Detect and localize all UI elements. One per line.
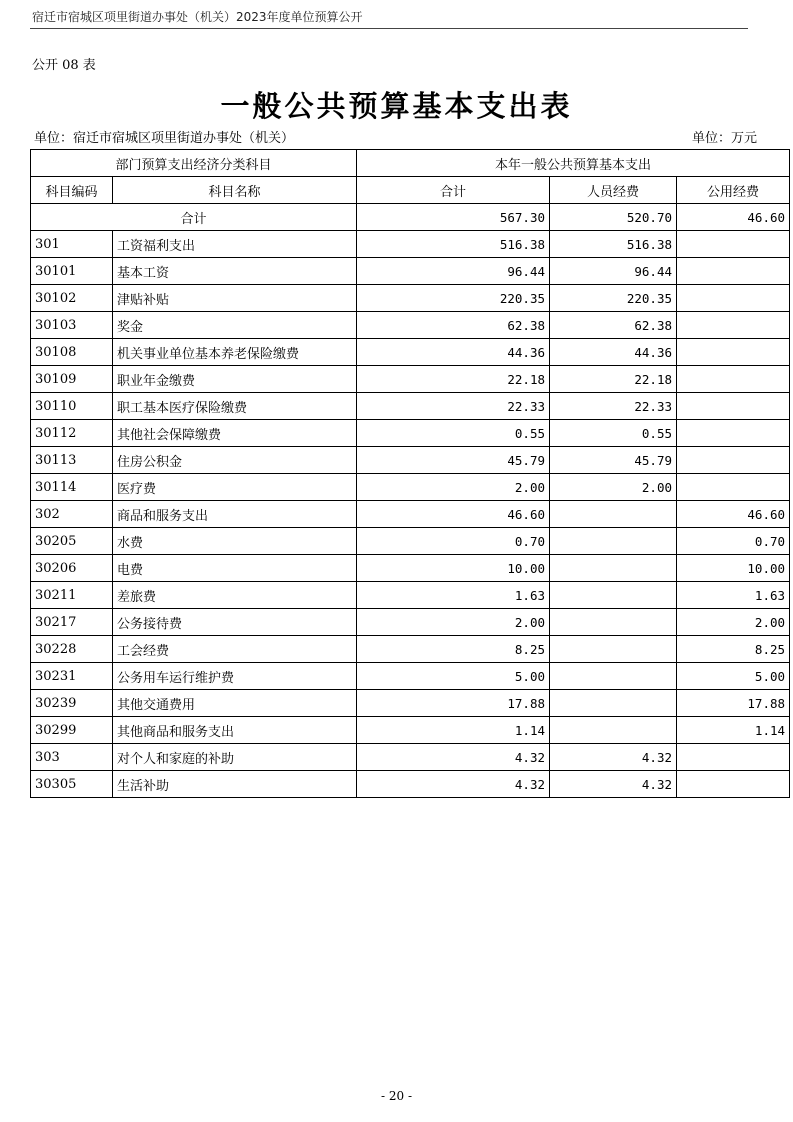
row-personnel: 44.36: [550, 339, 677, 366]
row-code: 30113: [31, 447, 113, 474]
row-name: 其他商品和服务支出: [113, 717, 357, 744]
row-code: 302: [31, 501, 113, 528]
row-code: 30112: [31, 420, 113, 447]
table-row: [31, 744, 790, 771]
row-personnel: 62.38: [550, 312, 677, 339]
table-row: [31, 231, 790, 258]
row-code: 30109: [31, 366, 113, 393]
table-row: [31, 528, 790, 555]
row-name: 职工基本医疗保险缴费: [113, 393, 357, 420]
row-code: 30205: [31, 528, 113, 555]
row-name: 生活补助: [113, 771, 357, 798]
row-public: 46.60: [677, 501, 790, 528]
row-public: 1.14: [677, 717, 790, 744]
total-column-header: 合计: [357, 177, 550, 204]
row-name: 其他交通费用: [113, 690, 357, 717]
personnel-column-header: 人员经费: [550, 177, 677, 204]
row-public: [677, 339, 790, 366]
row-personnel: 96.44: [550, 258, 677, 285]
row-name: 医疗费: [113, 474, 357, 501]
row-name: 对个人和家庭的补助: [113, 744, 357, 771]
row-code: 30299: [31, 717, 113, 744]
row-code: 30228: [31, 636, 113, 663]
row-personnel: [550, 528, 677, 555]
row-personnel: 0.55: [550, 420, 677, 447]
row-total: 62.38: [357, 312, 550, 339]
table-row: [31, 690, 790, 717]
row-name: 电费: [113, 555, 357, 582]
row-name: 公务用车运行维护费: [113, 663, 357, 690]
row-public: 2.00: [677, 609, 790, 636]
row-total: 1.63: [357, 582, 550, 609]
row-public: 10.00: [677, 555, 790, 582]
row-code: 30102: [31, 285, 113, 312]
total-public: 46.60: [677, 204, 790, 231]
row-personnel: 45.79: [550, 447, 677, 474]
table-row: [31, 474, 790, 501]
row-public: 5.00: [677, 663, 790, 690]
row-personnel: 4.32: [550, 744, 677, 771]
row-code: 30217: [31, 609, 113, 636]
row-total: 0.70: [357, 528, 550, 555]
row-code: 30108: [31, 339, 113, 366]
table-row: [31, 609, 790, 636]
row-personnel: 220.35: [550, 285, 677, 312]
row-name: 公务接待费: [113, 609, 357, 636]
table-row: [31, 366, 790, 393]
classification-group-header: 部门预算支出经济分类科目: [31, 150, 357, 177]
row-total: 2.00: [357, 474, 550, 501]
row-code: 303: [31, 744, 113, 771]
table-row: [31, 258, 790, 285]
table-row: [31, 393, 790, 420]
table-row: [31, 717, 790, 744]
row-total: 17.88: [357, 690, 550, 717]
table-row: [31, 447, 790, 474]
reporting-unit: 单位：宿迁市宿城区项里街道办事处（机关）: [34, 131, 295, 146]
row-personnel: [550, 609, 677, 636]
header-rule: [30, 28, 748, 29]
row-personnel: [550, 501, 677, 528]
table-row: [31, 339, 790, 366]
table-row: [31, 285, 790, 312]
group-header-row: [31, 150, 790, 177]
row-code: 301: [31, 231, 113, 258]
row-code: 30211: [31, 582, 113, 609]
row-public: 8.25: [677, 636, 790, 663]
row-name: 其他社会保障缴费: [113, 420, 357, 447]
currency-unit: 单位：万元: [691, 131, 757, 146]
document-title: 一般公共预算基本支出表: [220, 89, 573, 123]
row-public: 1.63: [677, 582, 790, 609]
row-total: 22.33: [357, 393, 550, 420]
current-year-group-header: 本年一般公共预算基本支出: [357, 150, 790, 177]
row-personnel: [550, 717, 677, 744]
row-total: 4.32: [357, 771, 550, 798]
row-public: [677, 744, 790, 771]
row-total: 22.18: [357, 366, 550, 393]
row-name: 商品和服务支出: [113, 501, 357, 528]
row-personnel: 22.33: [550, 393, 677, 420]
total-amount: 567.30: [357, 204, 550, 231]
row-total: 4.32: [357, 744, 550, 771]
row-name: 工会经费: [113, 636, 357, 663]
table-row: [31, 582, 790, 609]
row-personnel: 22.18: [550, 366, 677, 393]
row-public: [677, 285, 790, 312]
row-name: 职业年金缴费: [113, 366, 357, 393]
row-public: [677, 312, 790, 339]
row-total: 96.44: [357, 258, 550, 285]
row-personnel: [550, 582, 677, 609]
table-row: [31, 771, 790, 798]
row-name: 住房公积金: [113, 447, 357, 474]
row-total: 2.00: [357, 609, 550, 636]
row-total: 45.79: [357, 447, 550, 474]
row-code: 30305: [31, 771, 113, 798]
row-name: 基本工资: [113, 258, 357, 285]
row-total: 8.25: [357, 636, 550, 663]
row-public: [677, 420, 790, 447]
row-total: 10.00: [357, 555, 550, 582]
row-personnel: [550, 663, 677, 690]
form-code: 公开 08 表: [32, 58, 96, 73]
row-name: 工资福利支出: [113, 231, 357, 258]
row-total: 46.60: [357, 501, 550, 528]
row-name: 机关事业单位基本养老保险缴费: [113, 339, 357, 366]
table-row: [31, 555, 790, 582]
row-name: 奖金: [113, 312, 357, 339]
public-column-header: 公用经费: [677, 177, 790, 204]
row-public: [677, 447, 790, 474]
column-header-row: [31, 177, 790, 204]
row-total: 220.35: [357, 285, 550, 312]
row-code: 30206: [31, 555, 113, 582]
row-personnel: [550, 636, 677, 663]
row-name: 津贴补贴: [113, 285, 357, 312]
row-public: [677, 474, 790, 501]
budget-table: [30, 149, 790, 798]
row-code: 30110: [31, 393, 113, 420]
table-row: [31, 663, 790, 690]
row-public: [677, 231, 790, 258]
row-public: [677, 771, 790, 798]
name-column-header: 科目名称: [113, 177, 357, 204]
total-personnel: 520.70: [550, 204, 677, 231]
row-personnel: 4.32: [550, 771, 677, 798]
row-name: 水费: [113, 528, 357, 555]
table-row: [31, 636, 790, 663]
row-total: 516.38: [357, 231, 550, 258]
table-row: [31, 420, 790, 447]
total-label: 合计: [31, 204, 357, 231]
row-code: 30101: [31, 258, 113, 285]
row-personnel: 516.38: [550, 231, 677, 258]
table-row: [31, 501, 790, 528]
row-public: [677, 393, 790, 420]
row-code: 30114: [31, 474, 113, 501]
row-total: 44.36: [357, 339, 550, 366]
row-code: 30103: [31, 312, 113, 339]
running-header: 宿迁市宿城区项里街道办事处（机关）2023年度单位预算公开: [32, 10, 363, 24]
row-personnel: 2.00: [550, 474, 677, 501]
row-public: 17.88: [677, 690, 790, 717]
total-row: [31, 204, 790, 231]
table-row: [31, 312, 790, 339]
code-column-header: 科目编码: [31, 177, 113, 204]
row-name: 差旅费: [113, 582, 357, 609]
row-public: 0.70: [677, 528, 790, 555]
row-public: [677, 366, 790, 393]
row-personnel: [550, 555, 677, 582]
row-total: 1.14: [357, 717, 550, 744]
row-total: 0.55: [357, 420, 550, 447]
row-code: 30239: [31, 690, 113, 717]
row-code: 30231: [31, 663, 113, 690]
row-personnel: [550, 690, 677, 717]
row-total: 5.00: [357, 663, 550, 690]
page-number: - 20 -: [380, 1089, 412, 1103]
row-public: [677, 258, 790, 285]
